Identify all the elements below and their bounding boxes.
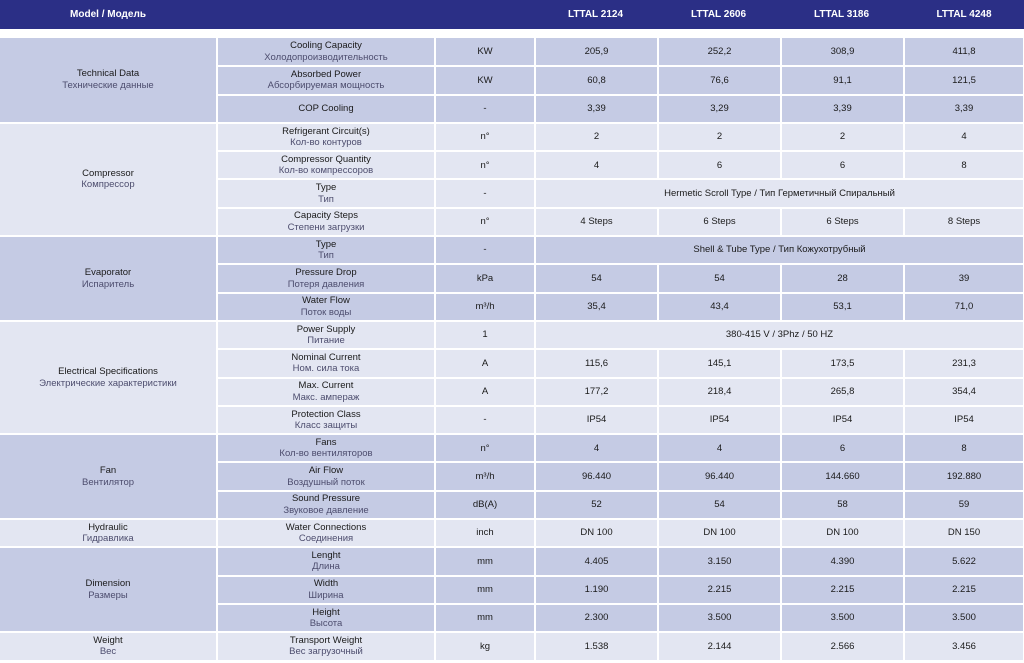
parameter-name-ru: Соединения [298,533,354,545]
value-cell: 6 [658,151,781,179]
value-cell: 2 [781,123,904,151]
value-cell: 4.390 [781,547,904,575]
parameter-name-ru: Ширина [308,589,344,601]
parameter-name: Water Connections [285,521,367,533]
value-cell: 3,39 [535,95,658,123]
unit-cell: mm [435,576,535,604]
parameter-cell [217,434,435,462]
parameter-name: Protection Class [291,408,361,420]
spec-table [0,38,1024,662]
value-cell: 177,2 [535,378,658,406]
parameter-name-ru: Кол-во компрессоров [278,165,374,177]
parameter-name-ru: Поток воды [300,306,352,318]
value-cell: 3.500 [904,604,1024,632]
group-label [0,236,217,321]
table-row [0,236,1024,264]
value-cell: 3,39 [904,95,1024,123]
group-name-ru: Электрические характеристики [39,377,177,389]
model-col-4: LTTAL 4248 [936,9,992,20]
value-cell: 144.660 [781,462,904,490]
group-name: Weight [93,634,123,646]
value-cell: 2.215 [781,576,904,604]
value-cell: 3.500 [658,604,781,632]
unit-cell: 1 [435,321,535,349]
value-cell: 1.538 [535,632,658,660]
parameter-cell [217,604,435,632]
value-cell: 96.440 [658,462,781,490]
value-cell: 91,1 [781,66,904,94]
parameter-cell [217,38,435,66]
value-cell: 54 [658,264,781,292]
parameter-name: Type [315,238,337,250]
group-name-ru: Вес [99,646,117,658]
parameter-name-ru: Высота [309,618,343,630]
unit-cell: dB(A) [435,491,535,519]
value-cell: 411,8 [904,38,1024,66]
parameter-name: Nominal Current [291,351,361,363]
value-cell: 5.622 [904,547,1024,575]
value-cell: 54 [658,491,781,519]
parameter-name: Compressor Quantity [281,153,371,165]
group-name-ru: Размеры [88,589,128,601]
value-cell: 54 [535,264,658,292]
value-cell: 8 [904,151,1024,179]
group-label [0,547,217,632]
unit-cell: inch [435,519,535,547]
value-cell: 2 [658,123,781,151]
value-span-cell: 380-415 V / 3Phz / 50 HZ [535,321,1024,349]
model-col-3: LTTAL 3186 [813,9,869,20]
unit-cell: - [435,236,535,264]
value-cell: 4 [904,123,1024,151]
parameter-name-ru: Вес загрузочный [289,646,363,658]
group-name-ru: Гидравлика [82,533,134,545]
value-cell: 53,1 [781,293,904,321]
value-cell: 121,5 [904,66,1024,94]
unit-cell: n° [435,123,535,151]
parameter-cell [217,576,435,604]
group-name: Evaporator [84,267,132,279]
parameter-cell [217,264,435,292]
table-header [0,0,1024,29]
value-cell: 308,9 [781,38,904,66]
parameter-cell [217,208,435,236]
parameter-cell [217,462,435,490]
value-cell: 3.456 [904,632,1024,660]
unit-cell: KW [435,66,535,94]
parameter-cell [217,547,435,575]
parameter-name: Max. Current [298,380,354,392]
value-cell: DN 100 [658,519,781,547]
value-cell: 52 [535,491,658,519]
parameter-cell [217,236,435,264]
group-label [0,519,217,547]
value-cell: 43,4 [658,293,781,321]
parameter-name-ru: Тип [318,250,334,262]
unit-cell: n° [435,208,535,236]
value-cell: 8 Steps [904,208,1024,236]
group-name: Electrical Specifications [58,366,158,378]
value-cell: 4 [658,434,781,462]
group-label [0,123,217,236]
unit-cell: m³/h [435,293,535,321]
parameter-cell [217,95,435,123]
value-cell: 58 [781,491,904,519]
table-row [0,321,1024,349]
value-cell: 39 [904,264,1024,292]
value-cell: 231,3 [904,349,1024,377]
model-label: Model / Модель [70,9,146,20]
parameter-name: Cooling Capacity [290,40,362,52]
value-cell: 2.566 [781,632,904,660]
value-cell: IP54 [781,406,904,434]
unit-cell: mm [435,604,535,632]
group-name: Technical Data [76,68,140,80]
value-cell: 60,8 [535,66,658,94]
value-span-cell: Hermetic Scroll Type / Тип Герметичный Спиральный [535,179,1024,207]
parameter-name: Height [312,606,340,618]
value-cell: IP54 [904,406,1024,434]
model-col-2: LTTAL 2606 [690,9,746,20]
unit-cell: - [435,179,535,207]
unit-cell: kg [435,632,535,660]
parameter-name: Sound Pressure [291,493,361,505]
parameter-name: Transport Weight [289,634,363,646]
group-name-ru: Испаритель [81,278,135,290]
parameter-name: Lenght [311,549,341,561]
parameter-cell [217,378,435,406]
parameter-name-ru: Степени загрузки [287,221,365,233]
value-cell: 59 [904,491,1024,519]
parameter-cell [217,179,435,207]
unit-cell: n° [435,151,535,179]
value-cell: 205,9 [535,38,658,66]
value-cell: 4.405 [535,547,658,575]
value-cell: 28 [781,264,904,292]
parameter-name: Type [315,182,337,194]
value-cell: 265,8 [781,378,904,406]
unit-cell: n° [435,434,535,462]
parameter-cell [217,349,435,377]
value-cell: DN 100 [781,519,904,547]
value-cell: 173,5 [781,349,904,377]
parameter-name: Refrigerant Circuit(s) [282,125,370,137]
parameter-name: Width [313,578,339,590]
value-cell: 4 [535,434,658,462]
value-cell: 2.300 [535,604,658,632]
value-cell: IP54 [658,406,781,434]
parameter-cell [217,321,435,349]
table-row [0,632,1024,660]
group-name: Fan [99,465,117,477]
value-cell: 8 [904,434,1024,462]
value-cell: 35,4 [535,293,658,321]
table-row [0,123,1024,151]
value-cell: 218,4 [658,378,781,406]
parameter-name-ru: Питание [307,335,345,347]
value-cell: 6 [781,151,904,179]
unit-cell: mm [435,547,535,575]
group-name-ru: Технические данные [62,79,154,91]
table-row [0,547,1024,575]
parameter-name: COP Cooling [298,102,354,114]
value-cell: 6 [781,434,904,462]
group-label [0,321,217,434]
parameter-cell [217,406,435,434]
parameter-name-ru: Звуковое давление [283,504,369,516]
parameter-cell [217,66,435,94]
unit-cell: - [435,95,535,123]
unit-cell: KW [435,38,535,66]
value-cell: 96.440 [535,462,658,490]
table-row [0,519,1024,547]
parameter-name-ru: Абсорбируемая мощность [267,80,385,92]
value-cell: 71,0 [904,293,1024,321]
parameter-name: Fans [315,436,337,448]
parameter-name-ru: Воздушный поток [287,476,365,488]
value-cell: 6 Steps [658,208,781,236]
value-cell: 354,4 [904,378,1024,406]
value-cell: 6 Steps [781,208,904,236]
unit-cell: kPa [435,264,535,292]
parameter-cell [217,519,435,547]
group-label [0,38,217,123]
value-cell: DN 100 [535,519,658,547]
value-cell: 3.500 [781,604,904,632]
group-label [0,632,217,660]
value-cell: 3,29 [658,95,781,123]
value-cell: 4 Steps [535,208,658,236]
unit-cell: A [435,349,535,377]
table-row [0,38,1024,66]
unit-cell: - [435,406,535,434]
unit-cell: m³/h [435,462,535,490]
parameter-cell [217,123,435,151]
parameter-cell [217,151,435,179]
parameter-name-ru: Холодопроизводительность [264,51,388,63]
group-name-ru: Компрессор [81,179,135,191]
value-cell: IP54 [535,406,658,434]
group-name: Dimension [85,578,131,590]
parameter-cell [217,293,435,321]
value-cell: 192.880 [904,462,1024,490]
parameter-name-ru: Тип [318,193,334,205]
parameter-name: Water Flow [302,295,350,307]
parameter-name: Absorbed Power [290,68,362,80]
value-cell: 3,39 [781,95,904,123]
unit-cell: A [435,378,535,406]
value-cell: 2.144 [658,632,781,660]
parameter-cell [217,632,435,660]
value-cell: 1.190 [535,576,658,604]
group-name: Compressor [82,167,134,179]
parameter-name: Air Flow [308,465,344,477]
parameter-name: Pressure Drop [295,267,357,279]
parameter-name-ru: Макс. ампераж [292,391,360,403]
value-cell: 4 [535,151,658,179]
parameter-name-ru: Кол-во вентиляторов [279,448,373,460]
group-label [0,434,217,519]
value-cell: 145,1 [658,349,781,377]
group-name-ru: Вентилятор [81,476,135,488]
value-cell: 76,6 [658,66,781,94]
parameter-name-ru: Класс защиты [294,420,358,431]
parameter-name: Capacity Steps [294,210,358,222]
value-cell: 252,2 [658,38,781,66]
parameter-name-ru: Кол-во контуров [290,137,362,149]
table-row [0,434,1024,462]
value-span-cell: Shell & Tube Type / Тип Кожухотрубный [535,236,1024,264]
parameter-name-ru: Длина [312,561,340,573]
model-col-1: LTTAL 2124 [567,9,623,20]
value-cell: 115,6 [535,349,658,377]
group-name: Hydraulic [88,521,128,533]
parameter-cell [217,491,435,519]
value-cell: DN 150 [904,519,1024,547]
value-cell: 2.215 [658,576,781,604]
value-cell: 2 [535,123,658,151]
value-cell: 3.150 [658,547,781,575]
parameter-name-ru: Ном. сила тока [292,363,360,375]
parameter-name: Power Supply [296,323,356,335]
parameter-name-ru: Потеря давления [287,278,365,290]
value-cell: 2.215 [904,576,1024,604]
